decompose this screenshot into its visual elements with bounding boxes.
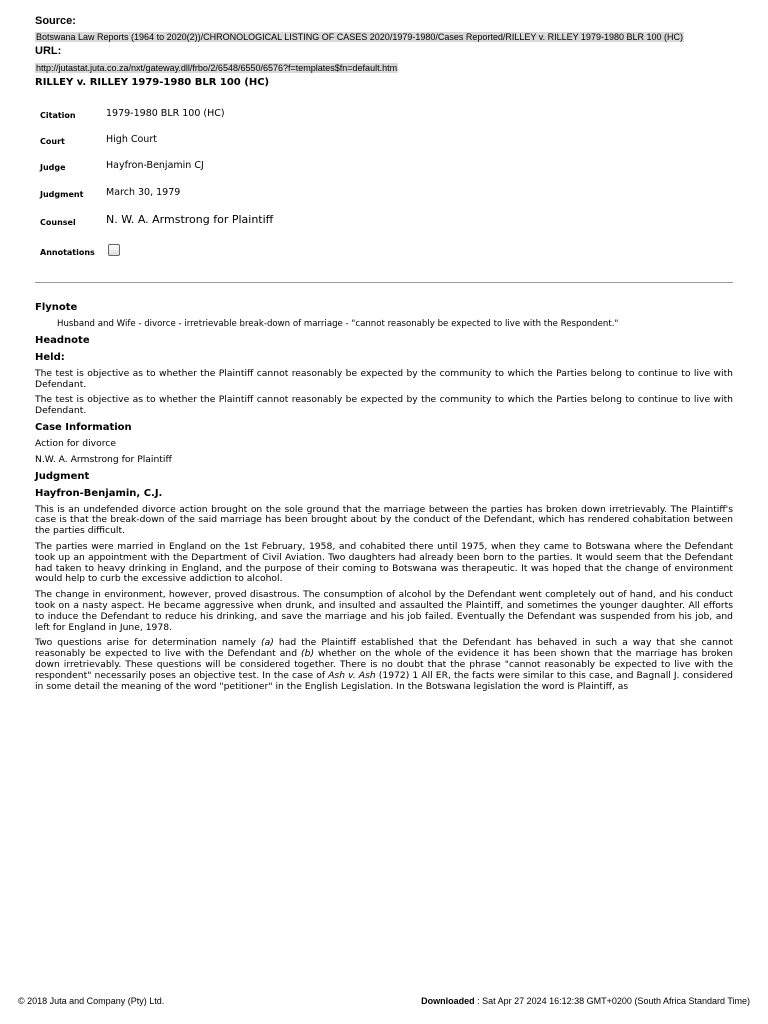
judgment-paragraph — [35, 638, 733, 692]
meta-label: Judgment — [40, 190, 84, 199]
meta-label: Citation — [40, 111, 76, 120]
source-url-text[interactable]: http://jutastat.juta.co.za/nxt/gateway.dll/frbo/2/6548/6550/6576?f=templates$fn=default.htm — [36, 63, 398, 73]
judgment-paragraph: This is an undefended divorce action brought on the sole ground that the marriage between the parties has broken down irretrievably. The Plaintiff's case is that the break-down of the said marriage has been brought about by the conduct of the Defendant, which has rendered cohabitation between the parties difficult. — [35, 503, 733, 537]
meta-value: Hayfron-Benjamin CJ — [106, 160, 204, 171]
case-information-text: N.W. A. Armstrong for Plaintiff — [35, 453, 172, 465]
judgment-heading: Judgment — [35, 470, 90, 482]
downloaded-timestamp: : Sat Apr 27 2024 16:12:38 GMT+0200 (South Africa Standard Time) — [474, 996, 750, 1006]
paragraph-text: Two questions arise for determination namely — [35, 637, 262, 649]
downloaded-label: Downloaded — [421, 996, 475, 1006]
footer-download-info — [421, 996, 750, 1006]
paragraph-text: had the Plaintiff established that the Defendant has behaved in such a way that she cannot reasonably be expected to live with the Defendant and — [35, 637, 734, 660]
meta-value: March 30, 1979 — [106, 187, 181, 198]
meta-label: Judge — [40, 163, 66, 172]
source-label: Source: — [35, 15, 76, 27]
paragraph-emphasis: (a) — [261, 637, 274, 649]
meta-label: Court — [40, 137, 65, 146]
meta-value: N. W. A. Armstrong for Plaintiff — [106, 213, 274, 226]
case-body — [35, 302, 733, 697]
source-path-text: Botswana Law Reports (1964 to 2020(2))/CHRONOLOGICAL LISTING OF CASES 2020/1979-1980/Cases Reported/RILLEY v. RILLEY 1979-1980 BLR 100 (HC) — [36, 32, 683, 42]
paragraph-emphasis: (b) — [301, 648, 315, 660]
flynote-heading: Flynote — [35, 302, 78, 313]
case-information-text: Action for divorce — [35, 437, 116, 449]
annotations-checkbox[interactable] — [108, 244, 120, 256]
held-heading: Held: — [35, 351, 65, 363]
document-title: RILLEY v. RILLEY 1979-1980 BLR 100 (HC) — [35, 77, 270, 88]
case-information-heading: Case Information — [35, 421, 132, 433]
judgment-paragraph: The change in environment, however, proved disastrous. The consumption of alcohol by the Defendant went completely out of hand, and his conduct took on a nasty aspect. He became aggressive when drunk, and insulted and assaulted the Plaintiff, and sometimes the younger daughter. All efforts to induce the Defendant to reduce his drinking, and save the marriage and his job failed. Eventually the Defendant was suspended from his job, and left for England in June, 1978. — [35, 589, 733, 633]
meta-label: Annotations — [40, 248, 95, 257]
paragraph-text: (1972) 1 All ER, the facts were similar to this case, and Bagnall J. considered in some detail the meaning of the word "petitioner" in the English Legislation. In the Botswana legislation the word is Plaintiff, as — [35, 669, 733, 692]
headnote-heading: Headnote — [35, 334, 90, 346]
held-paragraph: The test is objective as to whether the Plaintiff cannot reasonably be expected by the community to which the Parties belong to continue to live with Defendant. — [35, 394, 733, 417]
judge-name-heading: Hayfron-Benjamin, C.J. — [35, 487, 163, 499]
meta-label: Counsel — [40, 218, 76, 227]
url-label: URL: — [35, 45, 62, 57]
held-paragraph: The test is objective as to whether the Plaintiff cannot reasonably be expected by the community to which the Parties belong to continue to live with Defendant. — [35, 367, 733, 390]
source-url[interactable] — [35, 58, 398, 76]
judgment-paragraph: The parties were married in England on the 1st February, 1958, and cohabited there until 1975, when they came to Botswana where the Defendant took up an appointment with the Department of Civil Aviation. Two daughters had already been born to the parties. It would seem that the Defendant had taken to heavy drinking in England, and the purpose of their coming to Botswana was therapeutic. It was hoped that the change of environment would help to curb the excessive addiction to alcohol. — [35, 540, 733, 585]
paragraph-text: whether on the whole of the evidence it has been shown that the marriage has broken down irretrievably. These questions will be considered together. There is no doubt that the phrase "cannot reasonably be expected to live with the respondent" necessarily poses an objective test. In the case of — [35, 648, 733, 681]
meta-value: 1979-1980 BLR 100 (HC) — [106, 108, 225, 119]
case-citation: Ash v. Ash — [328, 669, 376, 681]
source-path — [35, 27, 684, 45]
section-divider — [35, 282, 733, 283]
footer-copyright: © 2018 Juta and Company (Pty) Ltd. — [18, 996, 165, 1006]
meta-value: High Court — [106, 134, 157, 145]
flynote-text: Husband and Wife - divorce - irretrievable break-down of marriage - "cannot reasonably be expected to live with the Respondent." — [57, 319, 619, 329]
